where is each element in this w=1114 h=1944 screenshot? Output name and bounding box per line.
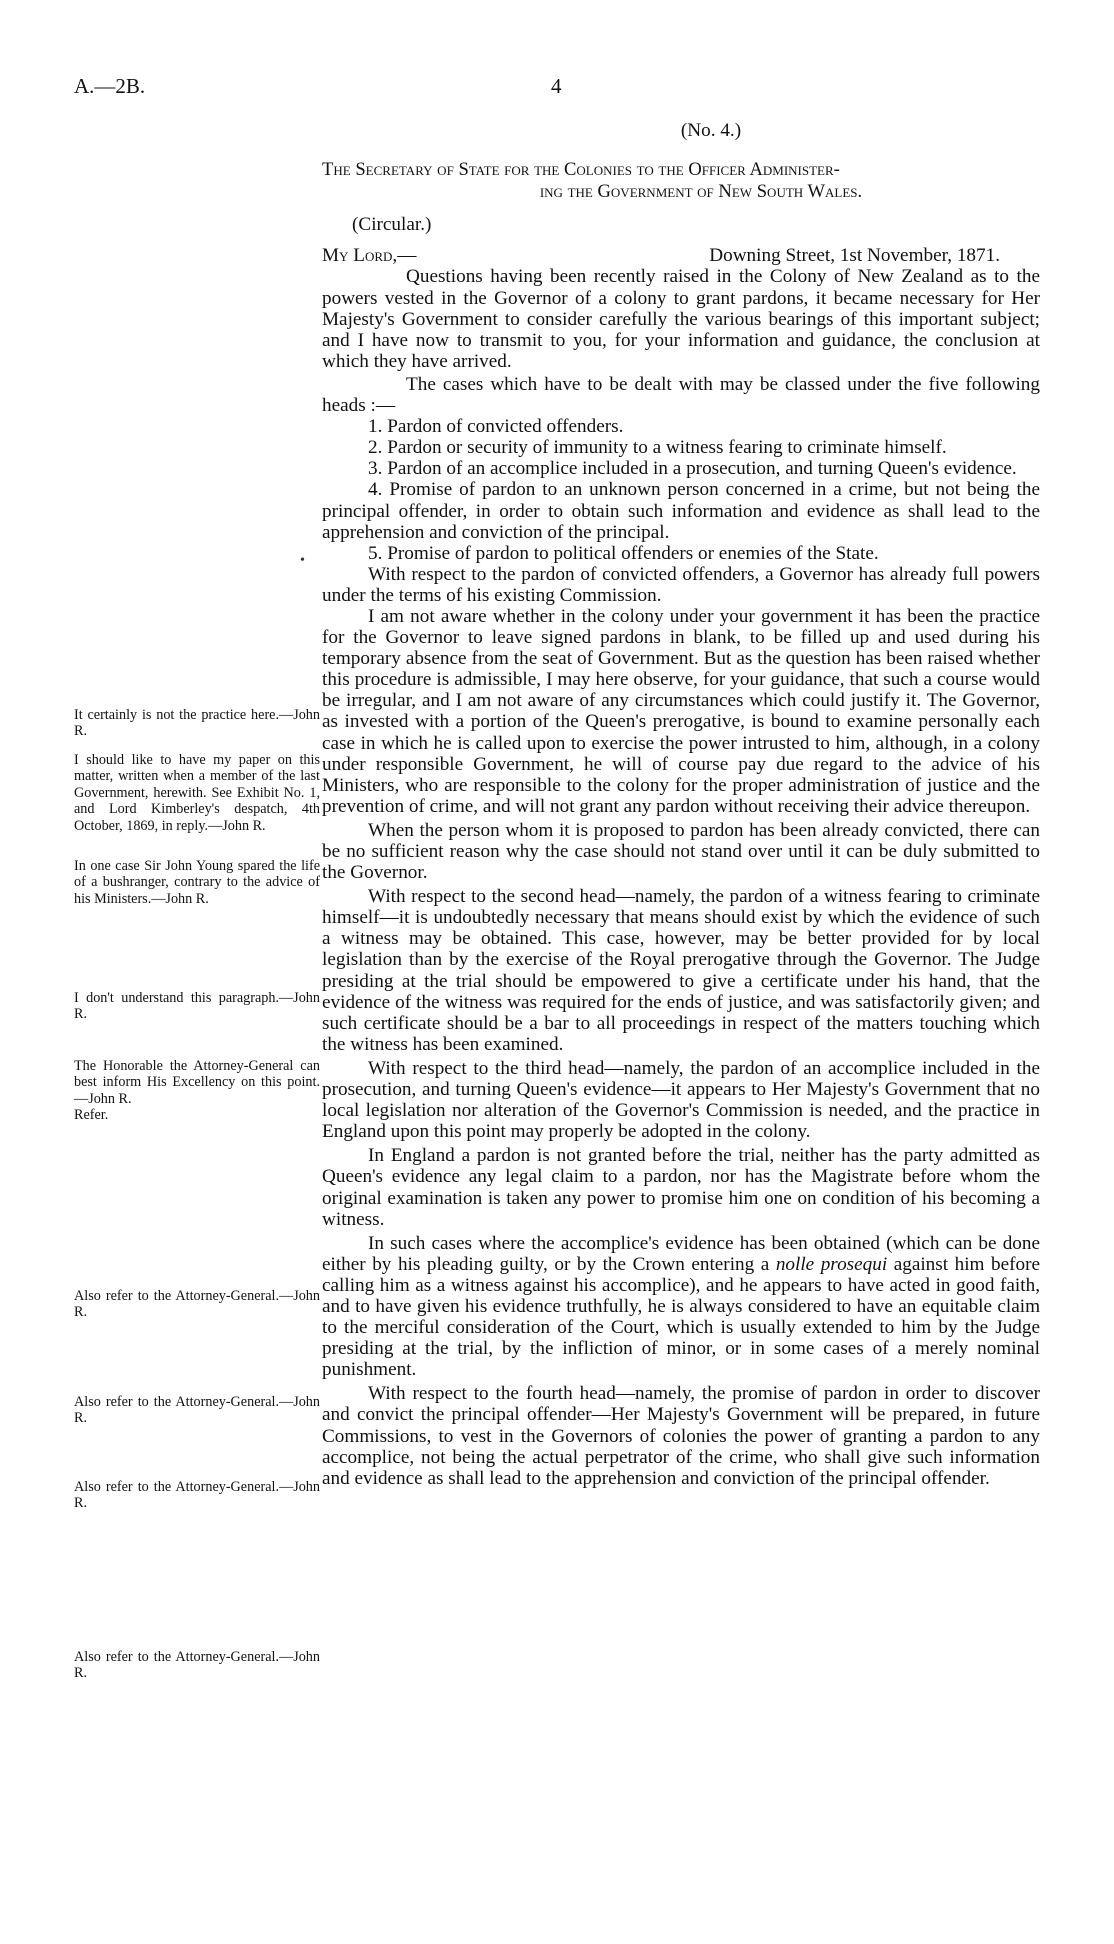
- margin-note-3: In one case Sir John Young spared the life of a bushranger, contrary to the advice of his Ministers.—John R.: [74, 858, 320, 907]
- paragraph-10: With respect to the fourth head—namely, the promise of pardon in order to discover and convict the principal offender—Her Majesty's Government will be prepared, in future Commissions, to vest in the Governors of colonies the power of granting a pardon to any accomplice, not being the actual perpetrator of the crime, who shall give such information and evidence as shall lead to the apprehension and conviction of the principal offender.: [322, 1383, 1040, 1489]
- margin-note-5: The Honorable the Attorney-General can best inform His Excellency on this point.—John R. Refer.: [74, 1058, 320, 1124]
- margin-note-1: It certainly is not the practice here.—John R.: [74, 707, 320, 740]
- page-header: [74, 74, 1054, 104]
- paragraph-9-part-a: In such cases where the accomplice's evidence has been obtained (which can be done either by his pleading guilty, or by the Crown entering a: [322, 1232, 1040, 1275]
- head-item-5: 5. Promise of pardon to political offenders or enemies of the State.: [368, 542, 879, 564]
- margin-note-9: Also refer to the Attorney-General.—John R.: [74, 1649, 320, 1682]
- margin-note-2: I should like to have my paper on this matter, written when a member of the last Government, herewith. See Exhibit No. 1, and Lord Kimberley's despatch, 4th October, 1869, in reply.—John R.: [74, 752, 320, 834]
- margin-note-4: I don't understand this paragraph.—John R.: [74, 990, 320, 1023]
- letter-title-line-1: The Secretary of State for the Colonies to the Officer Administer-: [322, 159, 840, 181]
- letter-body: [322, 120, 1040, 1489]
- latin-phrase: nolle prosequi: [775, 1253, 888, 1275]
- salutation: My Lord,—: [322, 245, 417, 267]
- letter-title-line-2: ing the Government of New South Wales.: [539, 181, 863, 203]
- page-number: 4: [551, 74, 562, 98]
- head-item-2: 2. Pardon or security of immunity to a witness fearing to criminate himself.: [368, 437, 947, 459]
- circular-label: (Circular.): [352, 214, 432, 236]
- margin-note-7: Also refer to the Attorney-General.—John R.: [74, 1394, 320, 1427]
- head-item-4: 4. Promise of pardon to an unknown person concerned in a crime, but not being the principal offender, in order to obtain such information and evidence as shall lead to the apprehension and conviction of the principal.: [322, 479, 1040, 543]
- head-item-1: 1. Pardon of convicted offenders.: [368, 416, 624, 438]
- document-number: (No. 4.): [680, 120, 742, 141]
- paragraph-3: With respect to the pardon of convicted offenders, a Governor has already full powers under the terms of his existing Commission.: [322, 563, 1040, 606]
- head-item-3: 3. Pardon of an accomplice included in a prosecution, and turning Queen's evidence.: [368, 458, 1017, 480]
- paragraph-5: When the person whom it is proposed to pardon has been already convicted, there can be no sufficient reason why the case should not stand over until it can be duly submitted to the Governor.: [322, 819, 1040, 884]
- paragraph-9-part-b: against him before calling him as a witness against his accomplice), and he appears to have acted in good faith, and to have given his evidence truthfully, he is always considered to have an equitable claim to the merciful consideration of the Court, which is usually extended to him by the Judge presiding at the trial, by the infliction of minor, or in some cases of a merely nominal punishment.: [322, 1253, 1040, 1381]
- paragraph-4: I am not aware whether in the colony under your government it has been the practice for the Governor to leave signed pardons in blank, to be filled up and used during his temporary absence from the seat of Government. But as the question has been raised whether this procedure is admissible, I may here observe, for your guidance, that such a course would be irregular, and I am not aware of any circumstances which could justify it. The Governor, as invested with a portion of the Queen's prerogative, is bound to examine personally each case in which he is called upon to exercise the power intrusted to him, although, in a colony under responsible Government, he will of course pay due regard to the advice of his Ministers, who are responsible to the colony for the proper administration of justice and the prevention of crime, and will not grant any pardon without receiving their advice thereupon.: [322, 605, 1040, 817]
- paragraph-9: [322, 1233, 1040, 1381]
- salutation-row: [322, 245, 1040, 266]
- paragraph-7: With respect to the third head—namely, the pardon of an accomplice included in the prosecution, and turning Queen's evidence—it appears to Her Majesty's Government that no local legislation nor alteration of the Governor's Commission is needed, and the practice in England upon this point may properly be adopted in the colony.: [322, 1057, 1040, 1143]
- paragraph-6: With respect to the second head—namely, the pardon of a witness fearing to criminate himself—it is undoubtedly necessary that means should exist by which the evidence of such a witness may be obtained. This case, however, may be better provided for by local legislation than by the exercise of the Royal prerogative through the Governor. The Judge presiding at the trial should be empowered to give a certificate under his hand, that the evidence of the witness was required for the ends of justice, and was satisfactorily given; and such certificate should be a bar to all proceedings in respect of the matters touching which the witness has been examined.: [322, 886, 1040, 1055]
- paragraph-2: The cases which have to be dealt with may be classed under the five following heads :—: [322, 373, 1040, 417]
- document-reference: A.—2B.: [74, 74, 146, 98]
- margin-note-8: Also refer to the Attorney-General.—John R.: [74, 1479, 320, 1512]
- paragraph-1: Questions having been recently raised in the Colony of New Zealand as to the powers vested in the Governor of a colony to grant pardons, it became necessary for Her Majesty's Government to consider carefully the various bearings of this important subject; and I have now to transmit to you, for your information and guidance, the conclusion at which they have arrived.: [322, 266, 1040, 372]
- ink-mark: •: [300, 553, 305, 568]
- margin-note-6: Also refer to the Attorney-General.—John R.: [74, 1288, 320, 1321]
- dateline: Downing Street, 1st November, 1871.: [709, 245, 1000, 267]
- paragraph-8: In England a pardon is not granted before the trial, neither has the party admitted as Queen's evidence any legal claim to a pardon, nor has the Magistrate before whom the original examination is taken any power to promise him one on condition of his becoming a witness.: [322, 1145, 1040, 1230]
- margin-note-refer: Refer.: [74, 1107, 109, 1124]
